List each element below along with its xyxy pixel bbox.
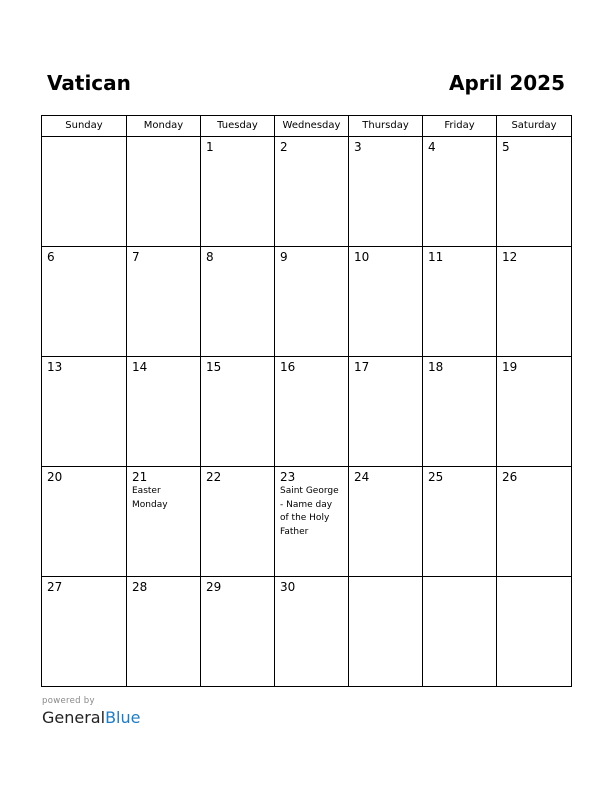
day-cell bbox=[349, 467, 423, 577]
day-cell bbox=[349, 577, 423, 687]
weekday-header: Wednesday bbox=[275, 116, 349, 137]
day-cell bbox=[201, 467, 275, 577]
powered-by-label: powered by bbox=[42, 696, 95, 706]
day-number: 8 bbox=[206, 250, 214, 264]
day-cell bbox=[127, 137, 201, 247]
day-number: 6 bbox=[47, 250, 55, 264]
day-number: 18 bbox=[428, 360, 444, 374]
day-cell bbox=[423, 357, 497, 467]
day-cell bbox=[497, 357, 572, 467]
day-cell bbox=[201, 577, 275, 687]
day-number: 10 bbox=[354, 250, 370, 264]
day-cell bbox=[349, 137, 423, 247]
day-cell bbox=[42, 137, 127, 247]
day-number: 16 bbox=[280, 360, 296, 374]
day-cell bbox=[423, 247, 497, 357]
day-cell bbox=[275, 577, 349, 687]
week-row bbox=[42, 137, 572, 247]
weekday-header: Friday bbox=[423, 116, 497, 137]
country-title: Vatican bbox=[47, 71, 131, 95]
week-row bbox=[42, 467, 572, 577]
day-number: 26 bbox=[502, 470, 518, 484]
day-number: 9 bbox=[280, 250, 288, 264]
day-cell bbox=[42, 247, 127, 357]
day-cell bbox=[201, 357, 275, 467]
day-number: 20 bbox=[47, 470, 63, 484]
day-cell bbox=[201, 247, 275, 357]
day-cell bbox=[42, 577, 127, 687]
weekday-header: Sunday bbox=[42, 116, 127, 137]
day-cell bbox=[497, 467, 572, 577]
day-cell bbox=[275, 137, 349, 247]
day-cell bbox=[349, 247, 423, 357]
day-cell bbox=[127, 357, 201, 467]
weekday-header: Monday bbox=[127, 116, 201, 137]
day-cell bbox=[127, 577, 201, 687]
day-cell bbox=[423, 577, 497, 687]
holiday-label: Easter Monday bbox=[132, 486, 168, 510]
day-number: 4 bbox=[428, 140, 436, 154]
calendar-grid bbox=[41, 115, 572, 687]
day-cell bbox=[349, 357, 423, 467]
day-cell bbox=[42, 467, 127, 577]
day-cell bbox=[497, 577, 572, 687]
day-cell bbox=[275, 357, 349, 467]
day-cell bbox=[127, 247, 201, 357]
day-number: 11 bbox=[428, 250, 444, 264]
day-number: 13 bbox=[47, 360, 63, 374]
brand-blue-text: Blue bbox=[105, 708, 141, 727]
day-number: 24 bbox=[354, 470, 370, 484]
day-number: 29 bbox=[206, 580, 222, 594]
day-number: 19 bbox=[502, 360, 518, 374]
brand-logo bbox=[42, 708, 140, 727]
brand-general-text: General bbox=[42, 708, 106, 727]
day-number: 15 bbox=[206, 360, 222, 374]
day-number: 2 bbox=[280, 140, 288, 154]
weekday-header: Saturday bbox=[497, 116, 572, 137]
day-number: 25 bbox=[428, 470, 444, 484]
weekday-header-row bbox=[42, 116, 572, 137]
day-cell bbox=[42, 357, 127, 467]
day-cell bbox=[423, 137, 497, 247]
weekday-header: Thursday bbox=[349, 116, 423, 137]
day-cell bbox=[497, 247, 572, 357]
month-title: April 2025 bbox=[449, 71, 565, 95]
day-cell bbox=[275, 247, 349, 357]
day-number: 30 bbox=[280, 580, 296, 594]
day-number: 12 bbox=[502, 250, 518, 264]
day-cell bbox=[423, 467, 497, 577]
day-number: 27 bbox=[47, 580, 63, 594]
day-number: 7 bbox=[132, 250, 140, 264]
day-number: 17 bbox=[354, 360, 370, 374]
day-number: 14 bbox=[132, 360, 148, 374]
week-row bbox=[42, 247, 572, 357]
day-number: 5 bbox=[502, 140, 510, 154]
calendar-body bbox=[42, 137, 572, 687]
week-row bbox=[42, 357, 572, 467]
day-number: 21 bbox=[132, 470, 148, 484]
day-cell bbox=[127, 467, 201, 577]
day-number: 28 bbox=[132, 580, 148, 594]
day-cell bbox=[497, 137, 572, 247]
day-number: 3 bbox=[354, 140, 362, 154]
day-number: 1 bbox=[206, 140, 214, 154]
day-number: 22 bbox=[206, 470, 222, 484]
footer bbox=[42, 696, 140, 727]
day-number: 23 bbox=[280, 470, 296, 484]
week-row bbox=[42, 577, 572, 687]
day-cell bbox=[201, 137, 275, 247]
holiday-label: Saint George - Name day of the Holy Father bbox=[280, 486, 339, 537]
day-cell bbox=[275, 467, 349, 577]
weekday-header: Tuesday bbox=[201, 116, 275, 137]
